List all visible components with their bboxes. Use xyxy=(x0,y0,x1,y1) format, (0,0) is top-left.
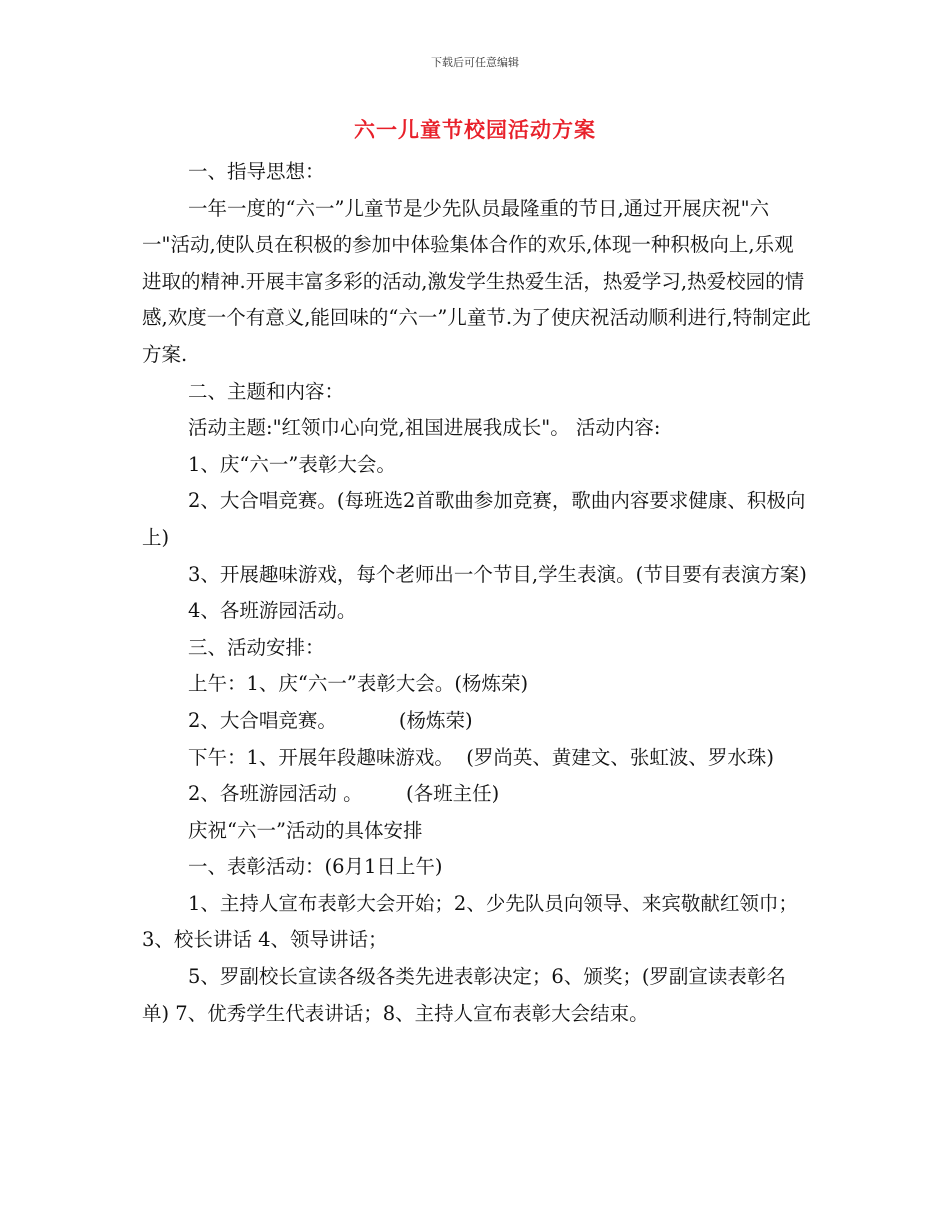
paragraph-section-2-heading: 二、主题和内容： xyxy=(188,379,345,403)
paragraph-commendation-steps-1: 1、主持人宣布表彰大会开始；2、少先队员向领导、来宾敬献红领巾；3、校长讲话 4、领导讲话； xyxy=(142,891,798,952)
header-note: 下载后可任意编辑 xyxy=(431,56,519,69)
paragraph-content-item-4: 4、各班游园活动。 xyxy=(188,599,357,623)
paragraph-afternoon-item-2: 2、各班游园活动 。 (各班主任) xyxy=(188,782,500,806)
paragraph-morning-item-1: 上午：1、庆“六一”表彰大会。(杨炼荣) xyxy=(188,672,529,696)
paragraph-specific-arrangement: 庆祝“六一”活动的具体安排 xyxy=(188,818,423,842)
paragraph-content-item-1: 1、庆“六一”表彰大会。 xyxy=(188,452,396,476)
document-body xyxy=(142,154,812,1032)
paragraph-section-1-heading: 一、指导思想： xyxy=(188,160,325,183)
paragraph-theme: 活动主题:"红领巾心向党,祖国进展我成长"。 活动内容: xyxy=(188,416,661,440)
paragraph-section-3-heading: 三、活动安排： xyxy=(188,635,325,659)
document-title: 六一儿童节校园活动方案 xyxy=(354,118,596,142)
paragraph-morning-item-2: 2、大合唱竞赛。 (杨炼荣) xyxy=(188,708,473,732)
paragraph-content-item-3: 3、开展趣味游戏，每个老师出一个节目,学生表演。(节目要有表演方案) xyxy=(188,562,807,586)
paragraph-commendation-steps-2: 5、罗副校长宣读各级各类先进表彰决定；6、颁奖；(罗副宣读表彰名单) 7、优秀学生代表讲话；8、主持人宣布表彰大会结束。 xyxy=(142,965,786,1025)
paragraph-afternoon-item-1: 下午：1、开展年段趣味游戏。 (罗尚英、黄建文、张虹波、罗水珠) xyxy=(188,745,775,769)
paragraph-content-item-2: 2、大合唱竞赛。(每班选2首歌曲参加竞赛，歌曲内容要求健康、积极向上) xyxy=(142,489,806,549)
paragraph-commendation-heading: 一、表彰活动：(6月1日上午) xyxy=(188,855,443,879)
paragraph-guiding-thought: 一年一度的“六一”儿童节是少先队员最隆重的节日,通过开展庆祝"六一"活动,使队员在积极的参加中体验集体合作的欢乐,体现一种积极向上,乐观进取的精神.开展丰富多彩的活动,激发学生热爱生活，热爱学习,热爱校园的情感,欢度一个有意义,能回味的“六一”儿童节.为了使庆祝活动顺利进行,特制定此方案. xyxy=(142,196,811,366)
